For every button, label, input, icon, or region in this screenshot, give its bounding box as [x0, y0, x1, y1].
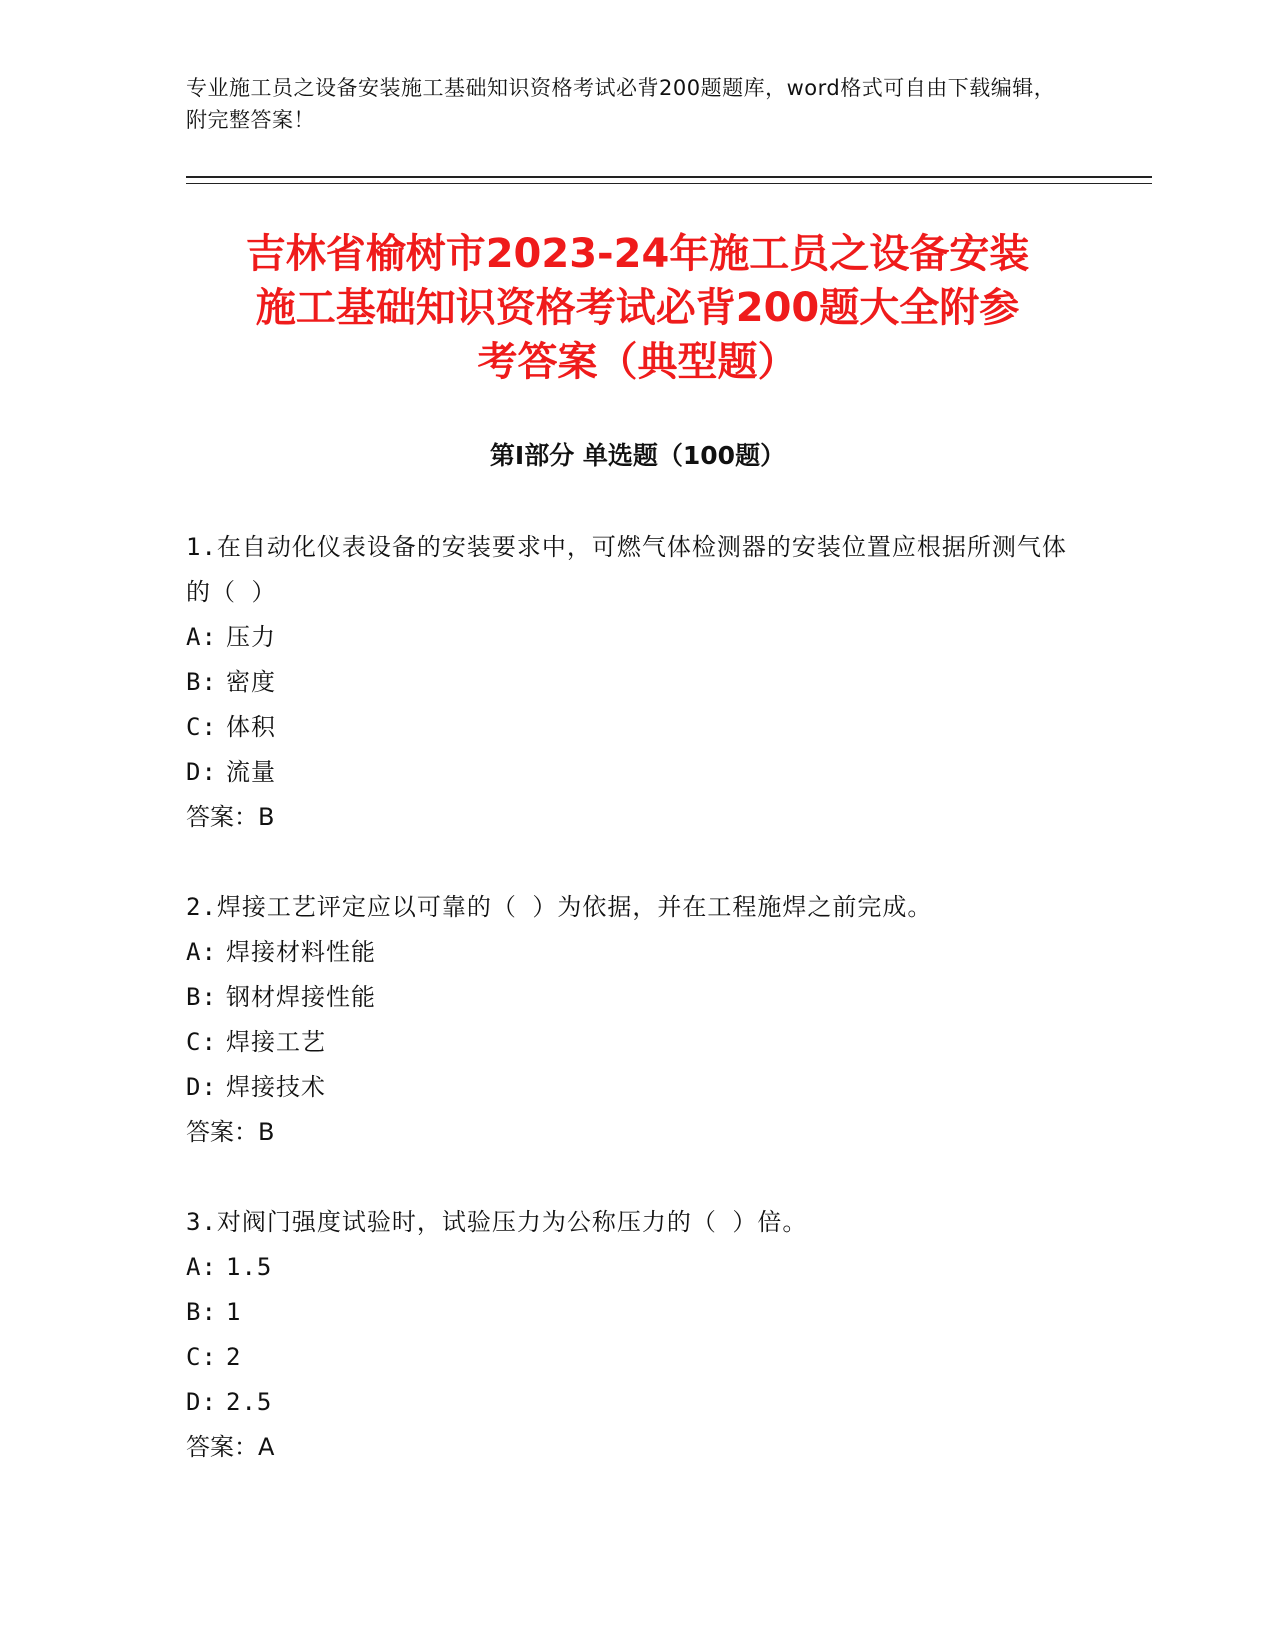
divider-thick — [186, 176, 1152, 178]
option-text: 2 — [226, 1343, 242, 1371]
option-text: 密度 — [226, 668, 276, 696]
option-key: C: — [186, 1028, 217, 1056]
option-key: D: — [186, 1388, 217, 1416]
option-a — [186, 615, 1086, 660]
intro-text: 专业施工员之设备安装施工基础知识资格考试必背200题题库，word格式可自由下载编辑，附完整答案！ — [186, 76, 1056, 132]
option-d — [186, 1380, 1086, 1425]
option-text: 钢材焊接性能 — [226, 983, 376, 1011]
question-1 — [186, 525, 1086, 840]
option-d — [186, 750, 1086, 795]
option-a — [186, 930, 1086, 975]
question-list — [186, 525, 1086, 1515]
option-text: 焊接材料性能 — [226, 938, 376, 966]
option-key: B: — [186, 668, 217, 696]
option-d — [186, 1065, 1086, 1110]
question-stem: 3.对阀门强度试验时，试验压力为公称压力的（ ）倍。 — [186, 1208, 808, 1236]
option-b — [186, 975, 1086, 1020]
option-key: D: — [186, 1073, 217, 1101]
title-line-2: 施工基础知识资格考试必背200题大全附参 — [255, 285, 1020, 331]
option-key: C: — [186, 1343, 217, 1371]
answer-line: 答案：B — [186, 803, 275, 831]
question-3 — [186, 1200, 1086, 1470]
title-line-3: 考答案（典型题） — [477, 339, 798, 385]
option-b — [186, 1290, 1086, 1335]
option-key: B: — [186, 983, 217, 1011]
option-text: 焊接工艺 — [226, 1028, 326, 1056]
option-c — [186, 705, 1086, 750]
section-heading: 第I部分 单选题（100题） — [489, 441, 786, 470]
question-2 — [186, 885, 1086, 1155]
option-b — [186, 660, 1086, 705]
option-a — [186, 1245, 1086, 1290]
question-stem: 1.在自动化仪表设备的安装要求中，可燃气体检测器的安装位置应根据所测气体的（ ） — [186, 533, 1067, 606]
option-c — [186, 1335, 1086, 1380]
title-line-1: 吉林省榆树市2023-24年施工员之设备安装 — [245, 231, 1030, 277]
option-text: 1.5 — [226, 1253, 273, 1281]
question-stem: 2.焊接工艺评定应以可靠的（ ）为依据，并在工程施焊之前完成。 — [186, 893, 933, 921]
option-key: A: — [186, 1253, 217, 1281]
option-key: A: — [186, 938, 217, 966]
option-key: C: — [186, 713, 217, 741]
option-key: A: — [186, 623, 217, 651]
document-title — [180, 227, 1095, 389]
answer-line: 答案：B — [186, 1118, 275, 1146]
option-text: 2.5 — [226, 1388, 273, 1416]
option-c — [186, 1020, 1086, 1065]
option-text: 流量 — [226, 758, 276, 786]
option-text: 体积 — [226, 713, 276, 741]
option-key: D: — [186, 758, 217, 786]
option-text: 1 — [226, 1298, 242, 1326]
divider-thin — [186, 183, 1152, 184]
answer-line: 答案：A — [186, 1433, 275, 1461]
option-text: 焊接技术 — [226, 1073, 326, 1101]
option-key: B: — [186, 1298, 217, 1326]
option-text: 压力 — [226, 623, 276, 651]
